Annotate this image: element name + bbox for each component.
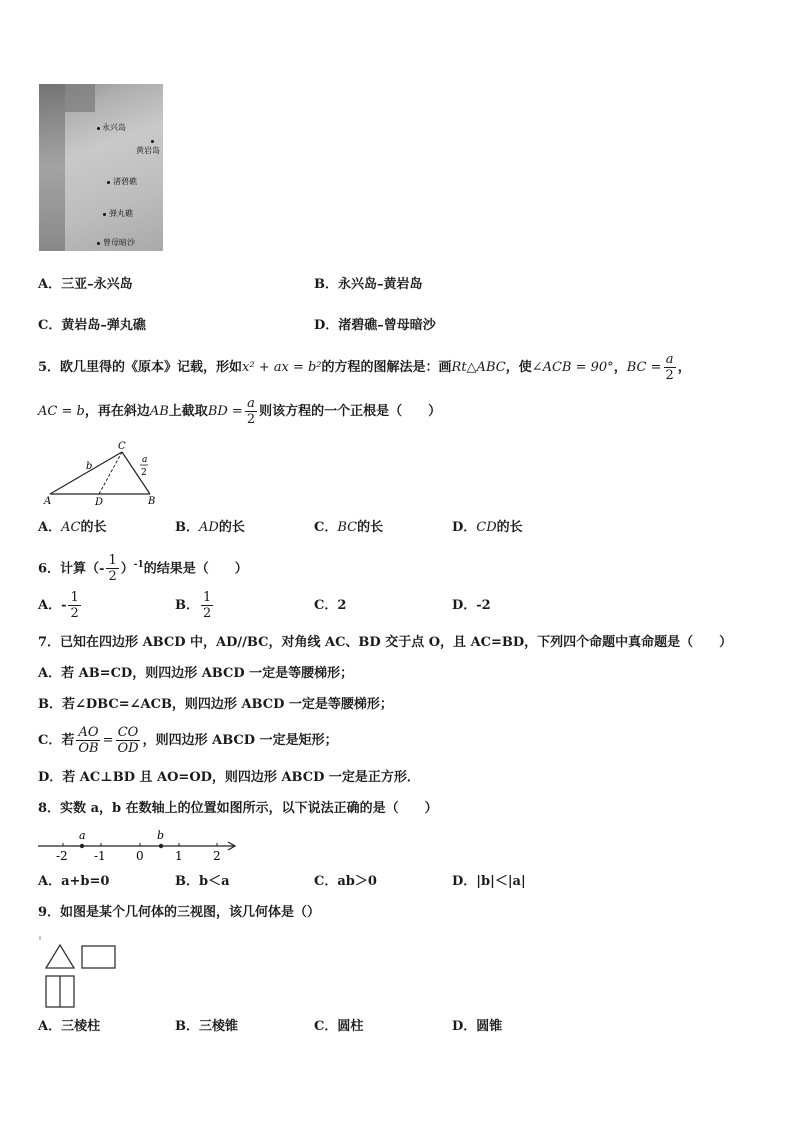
- q7-option-c-text: C．若: [38, 733, 75, 748]
- q5-stem-line2: [38, 396, 441, 427]
- map-label-zhubi: 渚碧礁: [113, 177, 137, 186]
- q6-frac-num: 1: [70, 590, 79, 605]
- q5-frac-num: a: [247, 396, 255, 411]
- q7-frac-den-2: OD: [117, 741, 139, 756]
- map-coastline-north: [65, 84, 95, 112]
- q5-option-d-suffix: 的长: [496, 520, 523, 535]
- q5-label-b: B: [148, 496, 156, 507]
- q5-ac: AC = b: [38, 404, 85, 419]
- q7-option-a[interactable]: A．若 AB=CD，则四边形 ABCD 一定是等腰梯形；: [38, 666, 354, 681]
- q8-tick-label: 0: [136, 849, 144, 863]
- q5-equation: x² + ax = b²: [242, 360, 322, 375]
- q6-stem: [38, 548, 248, 586]
- q5-label-side-b: b: [86, 461, 93, 472]
- q7-frac-den-1: OB: [78, 741, 99, 756]
- q5-side-ac: [50, 452, 122, 494]
- q5-option-a[interactable]: [38, 519, 106, 537]
- q5-option-d-label: D．: [452, 520, 477, 535]
- q5-fraction-bd: [245, 396, 257, 427]
- q5-option-a-suffix: 的长: [80, 520, 107, 535]
- q7-option-d[interactable]: D．若 AC⊥BD 且 AO=OD，则四边形 ABCD 一定是正方形．: [38, 770, 420, 785]
- q5-ab: AB: [149, 404, 169, 419]
- q7-option-b[interactable]: B．若∠DBC=∠ACB，则四边形 ABCD 一定是等腰梯形；: [38, 697, 393, 712]
- q6-fraction: [106, 553, 118, 584]
- q5-text: 的方程的图解法是：画: [321, 360, 452, 375]
- q7-option-c-text: ，则四边形 ABCD 一定是矩形；: [142, 733, 338, 748]
- q5-triangle: Rt△ABC: [451, 360, 506, 375]
- q5-bc: BC =: [626, 360, 662, 375]
- q5-option-b[interactable]: [175, 519, 245, 537]
- q6-frac-num: 1: [203, 590, 212, 605]
- q5-label-side-two: 2: [141, 468, 147, 478]
- q5-text: 则该方程的一个正根是（ ）: [259, 404, 442, 419]
- q8-tick-label: 2: [213, 849, 221, 863]
- q7-fraction-co-od: [115, 725, 140, 756]
- q8-tick-label: -1: [94, 849, 106, 863]
- q5-option-c-suffix: 的长: [357, 520, 384, 535]
- q6-option-b-fraction: [201, 590, 213, 621]
- q5-option-c-seg: BC: [337, 520, 358, 535]
- q6-option-a-fraction: [68, 590, 80, 621]
- q5-option-b-seg: AD: [199, 520, 219, 535]
- q5-bd: BD =: [207, 404, 243, 419]
- q8-number-line: [36, 826, 241, 864]
- q8-point-a: [80, 844, 84, 848]
- q6-text: ）: [120, 561, 134, 577]
- q5-option-a-label: A．: [38, 520, 62, 535]
- q5-option-b-suffix: 的长: [218, 520, 245, 535]
- q6-exponent: -1: [133, 560, 144, 570]
- q7-frac-num-2: CO: [117, 725, 139, 740]
- q8-tick-label: -2: [56, 849, 68, 863]
- q6-option-b[interactable]: [175, 590, 215, 622]
- q5-text: 5．欧几里得的《原本》记载，形如: [38, 360, 243, 375]
- q9-front-view-triangle: [46, 945, 74, 968]
- q5-option-b-label: B．: [175, 520, 199, 535]
- q8-option-b[interactable]: B．b＜a: [175, 874, 230, 889]
- q5-text: ，: [677, 360, 691, 375]
- q7-option-c[interactable]: [38, 722, 338, 760]
- map-dot-danwan: [103, 213, 106, 216]
- q8-point-b: [159, 844, 163, 848]
- q5-text: ，再在斜边: [84, 404, 150, 419]
- q5-option-c-label: C．: [314, 520, 338, 535]
- q9-option-a[interactable]: A．三棱柱: [38, 1019, 101, 1034]
- map-label-danwan: 弹丸礁: [109, 209, 133, 218]
- map-dot-zengmu: [97, 242, 100, 245]
- q5-angle: ∠ACB = 90°: [531, 360, 614, 375]
- q8-option-a[interactable]: A．a+b=0: [38, 874, 110, 889]
- map-label-zengmu: 曾母暗沙: [103, 238, 135, 247]
- q6-text: 6．计算（-: [38, 561, 105, 577]
- q5-label-d: D: [95, 497, 104, 508]
- q6-option-c[interactable]: C．2: [314, 598, 347, 613]
- q5-text: ，使: [505, 360, 532, 375]
- q6-text: 的结果是（ ）: [143, 561, 248, 577]
- map-label-yongxing: 永兴岛: [102, 123, 126, 132]
- q4-option-c[interactable]: C．黄岩岛–弹丸礁: [38, 318, 146, 333]
- q6-option-a[interactable]: [38, 590, 83, 622]
- map-coastline: [39, 84, 65, 251]
- map-dot-zhubi: [107, 181, 110, 184]
- q9-side-view-rectangle: [82, 946, 115, 968]
- q5-fraction-a-over-2: [663, 352, 675, 383]
- q5-frac-den: 2: [665, 368, 674, 383]
- q5-text: 上截取: [168, 404, 208, 419]
- q6-frac-den: 2: [70, 606, 79, 621]
- q5-label-a: A: [44, 496, 52, 507]
- q8-label-a: a: [79, 829, 86, 842]
- q5-option-a-seg: AC: [61, 520, 81, 535]
- q8-option-c[interactable]: C．ab＞0: [314, 874, 377, 889]
- map-dot-huangyan: [151, 140, 154, 143]
- q6-frac-den: 2: [108, 569, 117, 585]
- south-china-sea-map: [39, 84, 163, 251]
- q6-frac-den: 2: [203, 606, 212, 621]
- q4-option-a[interactable]: A．三亚–永兴岛: [38, 277, 133, 292]
- q9-option-b[interactable]: B．三棱锥: [175, 1019, 238, 1034]
- q5-label-side-a: a: [142, 455, 148, 465]
- q5-option-c[interactable]: [314, 519, 383, 537]
- q6-frac-num: 1: [108, 553, 117, 569]
- q8-label-b: b: [157, 829, 165, 842]
- q5-frac-den: 2: [246, 412, 256, 427]
- q5-label-c: C: [118, 441, 126, 452]
- q7-stem: 7．已知在四边形 ABCD 中，AD//BC，对角线 AC、BD 交于点 O，且 AC=BD，下列四个命题中真命题是（ ）: [38, 635, 733, 650]
- q6-option-a-label: A．-: [38, 598, 67, 613]
- q5-text: ，: [613, 360, 627, 375]
- q5-stem-line1: [38, 352, 691, 383]
- q5-triangle-figure: [36, 440, 166, 508]
- map-dot-yongxing: [97, 127, 100, 130]
- q6-option-b-label: B．: [175, 598, 199, 613]
- q7-fraction-ao-ob: [76, 725, 100, 756]
- q8-tick-label: 1: [175, 849, 183, 863]
- q9-option-c[interactable]: C．圆柱: [314, 1019, 364, 1034]
- q7-frac-num-1: AO: [78, 725, 99, 740]
- q8-option-d[interactable]: D．|b|＜|a|: [452, 874, 526, 889]
- q5-frac-num: a: [665, 352, 674, 367]
- q5-option-d-seg: CD: [476, 520, 497, 535]
- q9-option-d[interactable]: D．圆锥: [452, 1019, 503, 1034]
- q9-three-views: [38, 934, 120, 1012]
- q9-stem: 9．如图是某个几何体的三视图，该几何体是（）: [38, 905, 321, 920]
- map-label-huangyan: 黄岩岛: [136, 146, 160, 155]
- q6-option-d[interactable]: D．-2: [452, 598, 491, 613]
- q5-option-d[interactable]: [452, 519, 523, 537]
- q7-equals: =: [102, 733, 114, 748]
- q4-option-d[interactable]: D．渚碧礁–曾母暗沙: [314, 318, 436, 333]
- q8-stem: 8．实数 a，b 在数轴上的位置如图所示，以下说法正确的是（ ）: [38, 801, 438, 816]
- q4-option-b[interactable]: B．永兴岛–黄岩岛: [314, 277, 423, 292]
